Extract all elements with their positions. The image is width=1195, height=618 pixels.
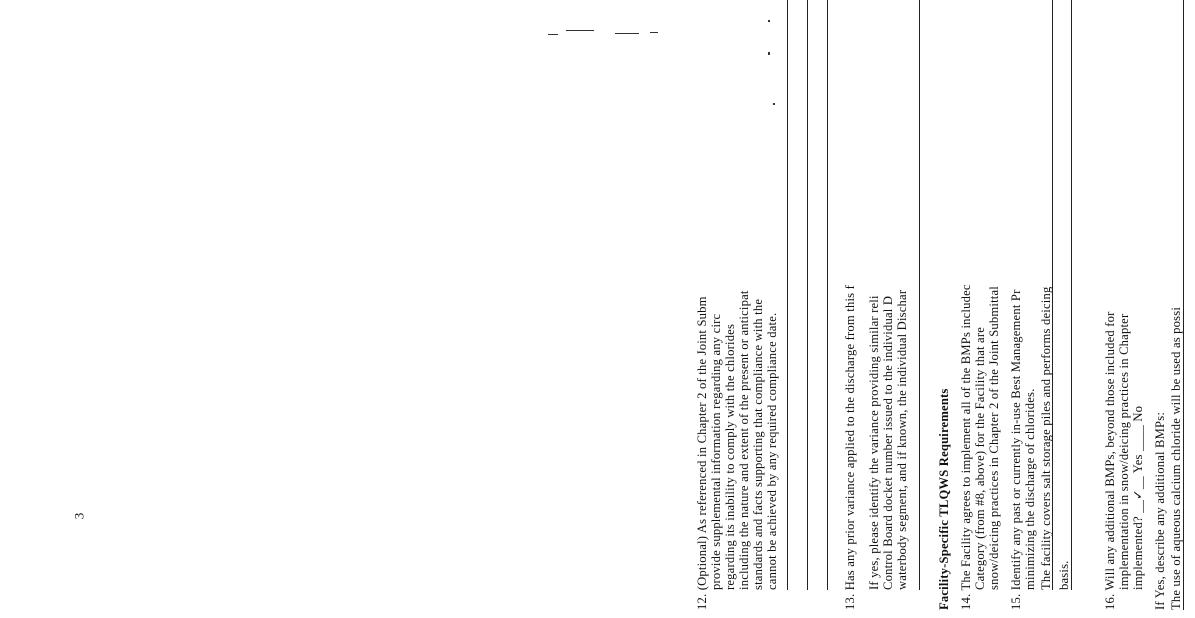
q15-line-1: 15. Identify any past or currently in-use Best Management Pr (1009, 289, 1023, 610)
q16-line-1: 16. Will any additional BMPs, beyond those included for (1103, 311, 1117, 610)
q12-line-3: regarding its inability to comply with the chlorides (723, 323, 737, 590)
answer-line (1052, 0, 1053, 590)
answer-line (807, 0, 808, 590)
q13-line-4: waterbody segment, and if known, the individual Dischar (895, 289, 909, 590)
scan-speck (650, 32, 658, 33)
answer-line (1071, 0, 1072, 590)
section-heading: Facility-Specific TLQWS Requirements (937, 388, 951, 610)
answer-line (1183, 0, 1184, 610)
q12-line-5: standards and facts supporting that compliance with the (751, 298, 765, 590)
scan-speck (548, 34, 558, 35)
q13-line-3: Control Board docket number issued to the individual D (881, 295, 895, 590)
q13-line-2: If yes, please identify the variance providing similar reli (867, 295, 881, 590)
q12-line-1: 12. (Optional) As referenced in Chapter 2 of the Joint Subm (695, 296, 709, 610)
q15-line-2: minimizing the discharge of chlorides. (1023, 388, 1037, 590)
q15-answer-2: basis. (1057, 560, 1071, 590)
q12-line-2: provide supplemental information regarding any circ (709, 313, 723, 590)
scan-speck (615, 33, 639, 34)
q13-line-1: 13. Has any prior variance applied to the discharge from this f (843, 284, 857, 610)
q14-line-1: 14. The Facility agrees to implement all of the BMPs includec (959, 284, 973, 610)
q16-answer: The use of aqueous calcium chloride will be used as possi (1169, 306, 1183, 610)
scan-speck (566, 30, 594, 31)
rotated-page-content (695, 0, 1195, 610)
q16-line-4: If Yes, describe any additional BMPs: (1153, 411, 1167, 610)
answer-line (787, 0, 788, 590)
q12-line-4: including the nature and extent of the present or anticipat (737, 290, 751, 590)
answer-line (827, 0, 828, 590)
q12-line-6: cannot be achieved by any required compliance date. (765, 312, 779, 590)
page-number: 3 (71, 512, 87, 520)
q14-line-2: Category (from #8, above) for the Facility that are (973, 326, 987, 590)
q16-line-3: implemented? __✓__ Yes ____ No (1131, 405, 1145, 590)
q14-line-3: snow/deicing practices in Chapter 2 of the Joint Submittal (987, 286, 1001, 590)
answer-line (919, 0, 920, 590)
q16-line-2: implementation in snow/deicing practices in Chapter (1117, 313, 1131, 590)
q15-answer-1: The facility covers salt storage piles and performs deicing (1039, 286, 1053, 590)
